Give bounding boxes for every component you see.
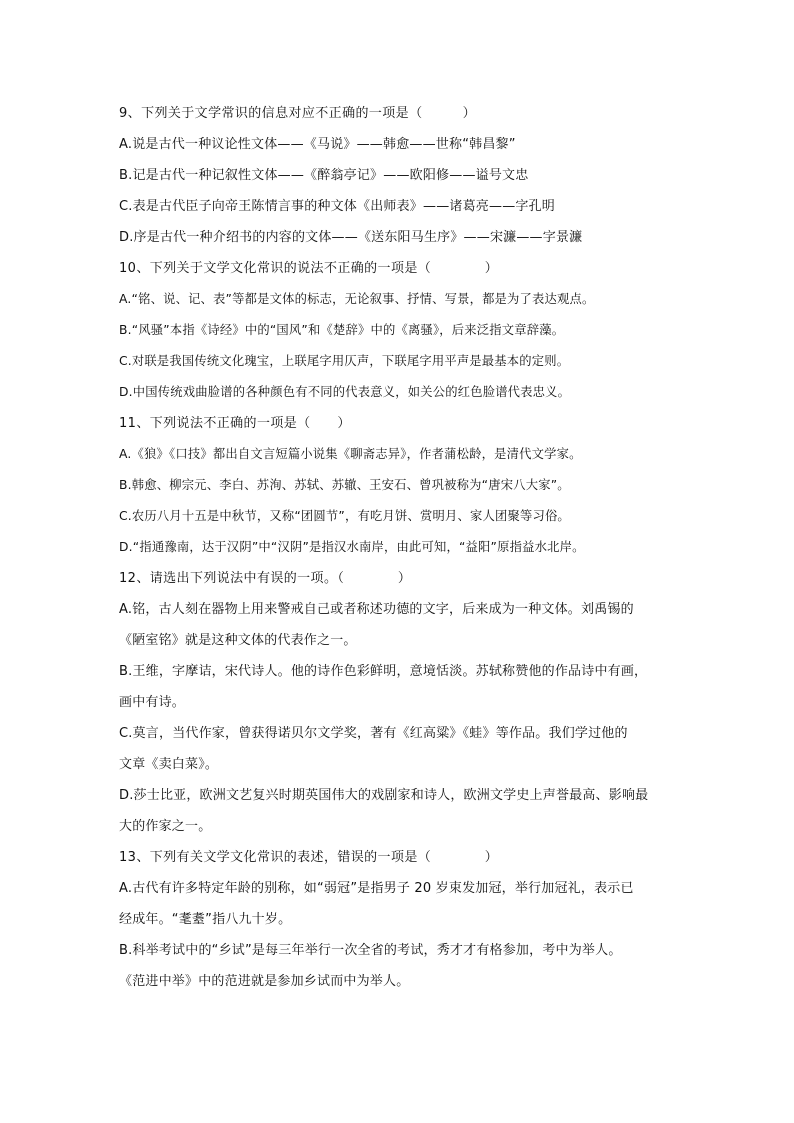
question-13-option-b-line-2: 《范进中举》中的范进就是参加乡试而中为举人。 (119, 974, 410, 989)
question-10-option-c: C.对联是我国传统文化瑰宝，上联尾字用仄声，下联尾字用平声是最基本的定则。 (119, 354, 570, 368)
question-12-option-b-line-2: 画中有诗。 (119, 695, 186, 710)
question-13-option-b-line-1: B.科举考试中的“乡试”是每三年举行一次全省的考试，秀才才有格参加，考中为举人。 (119, 943, 622, 958)
question-12-option-d-line-2: 大的作家之一。 (119, 819, 212, 834)
question-9-stem: 9、下列关于文学常识的信息对应不正确的一项是（ ） (119, 106, 477, 121)
question-10-option-d: D.中国传统戏曲脸谱的各种颜色有不同的代表意义，如关公的红色脸谱代表忠义。 (119, 385, 571, 399)
question-9-option-b: B.记是古代一种记叙性文体——《醉翁亭记》——欧阳修——谥号文忠 (119, 168, 529, 183)
question-11-option-c: C.农历八月十五是中秋节，又称“团圆节”，有吃月饼、赏明月、家人团聚等习俗。 (119, 509, 570, 523)
question-12-option-d-line-1: D.莎士比亚，欧洲文艺复兴时期英国伟大的戏剧家和诗人，欧洲文学史上声誉最高、影响最 (119, 788, 649, 803)
question-13-option-a-line-1: A.古代有许多特定年龄的别称，如“弱冠”是指男子 20 岁束发加冠，举行加冠礼，表示已 (119, 881, 634, 896)
question-11-stem: 11、下列说法不正确的一项是（ ） (119, 416, 351, 431)
question-11-option-b: B.韩愈、柳宗元、李白、苏洵、苏轼、苏辙、王安石、曾巩被称为“唐宋八大家”。 (119, 478, 570, 492)
question-12-option-c-line-2: 文章《卖白菜》。 (119, 757, 219, 772)
question-12-option-c-line-1: C.莫言，当代作家，曾获得诺贝尔文学奖，著有《红高粱》《蛙》等作品。我们学过他的 (119, 726, 628, 741)
document-page (119, 98, 679, 997)
question-12-option-a-line-2: 《陋室铭》就是这种文体的代表作之一。 (119, 633, 357, 648)
question-9-option-a: A.说是古代一种议论性文体——《马说》——韩愈——世称“韩昌黎” (119, 137, 516, 152)
question-12-option-a-line-1: A.铭，古人刻在器物上用来警戒自己或者称述功德的文字，后来成为一种文体。刘禹锡的 (119, 602, 634, 617)
question-10-stem: 10、下列关于文学文化常识的说法不正确的一项是（ ） (119, 261, 499, 276)
question-9-option-c: C.表是古代臣子向帝王陈情言事的种文体《出师表》——诸葛亮——字孔明 (119, 199, 556, 214)
question-11-option-d: D.“指通豫南，达于汉阴”中“汉阴”是指汉水南岸，由此可知，“益阳”原指益水北岸。 (119, 540, 585, 554)
question-13-stem: 13、下列有关文学文化常识的表述，错误的一项是（ ） (119, 850, 499, 865)
question-13-option-a-line-2: 经成年。“耄耋”指八九十岁。 (119, 912, 292, 927)
question-12-option-b-line-1: B.王维，字摩诘，宋代诗人。他的诗作色彩鲜明，意境恬淡。苏轼称赞他的作品诗中有画， (119, 664, 648, 679)
question-10-option-b: B.“风骚”本指《诗经》中的“国风”和《楚辞》中的《离骚》，后来泛指文章辞藻。 (119, 323, 565, 337)
question-9-option-d: D.序是古代一种介绍书的内容的文体——《送东阳马生序》——宋濂——字景濂 (119, 230, 583, 245)
question-10-option-a: A.“铭、说、记、表”等都是文体的标志，无论叙事、抒情、写景，都是为了表达观点。 (119, 292, 595, 306)
question-12-stem: 12、请选出下列说法中有误的一项。（ ） (119, 571, 412, 586)
question-11-option-a: A.《狼》《口技》都出自文言短篇小说集《聊斋志异》，作者蒲松龄，是清代文学家。 (119, 447, 582, 461)
